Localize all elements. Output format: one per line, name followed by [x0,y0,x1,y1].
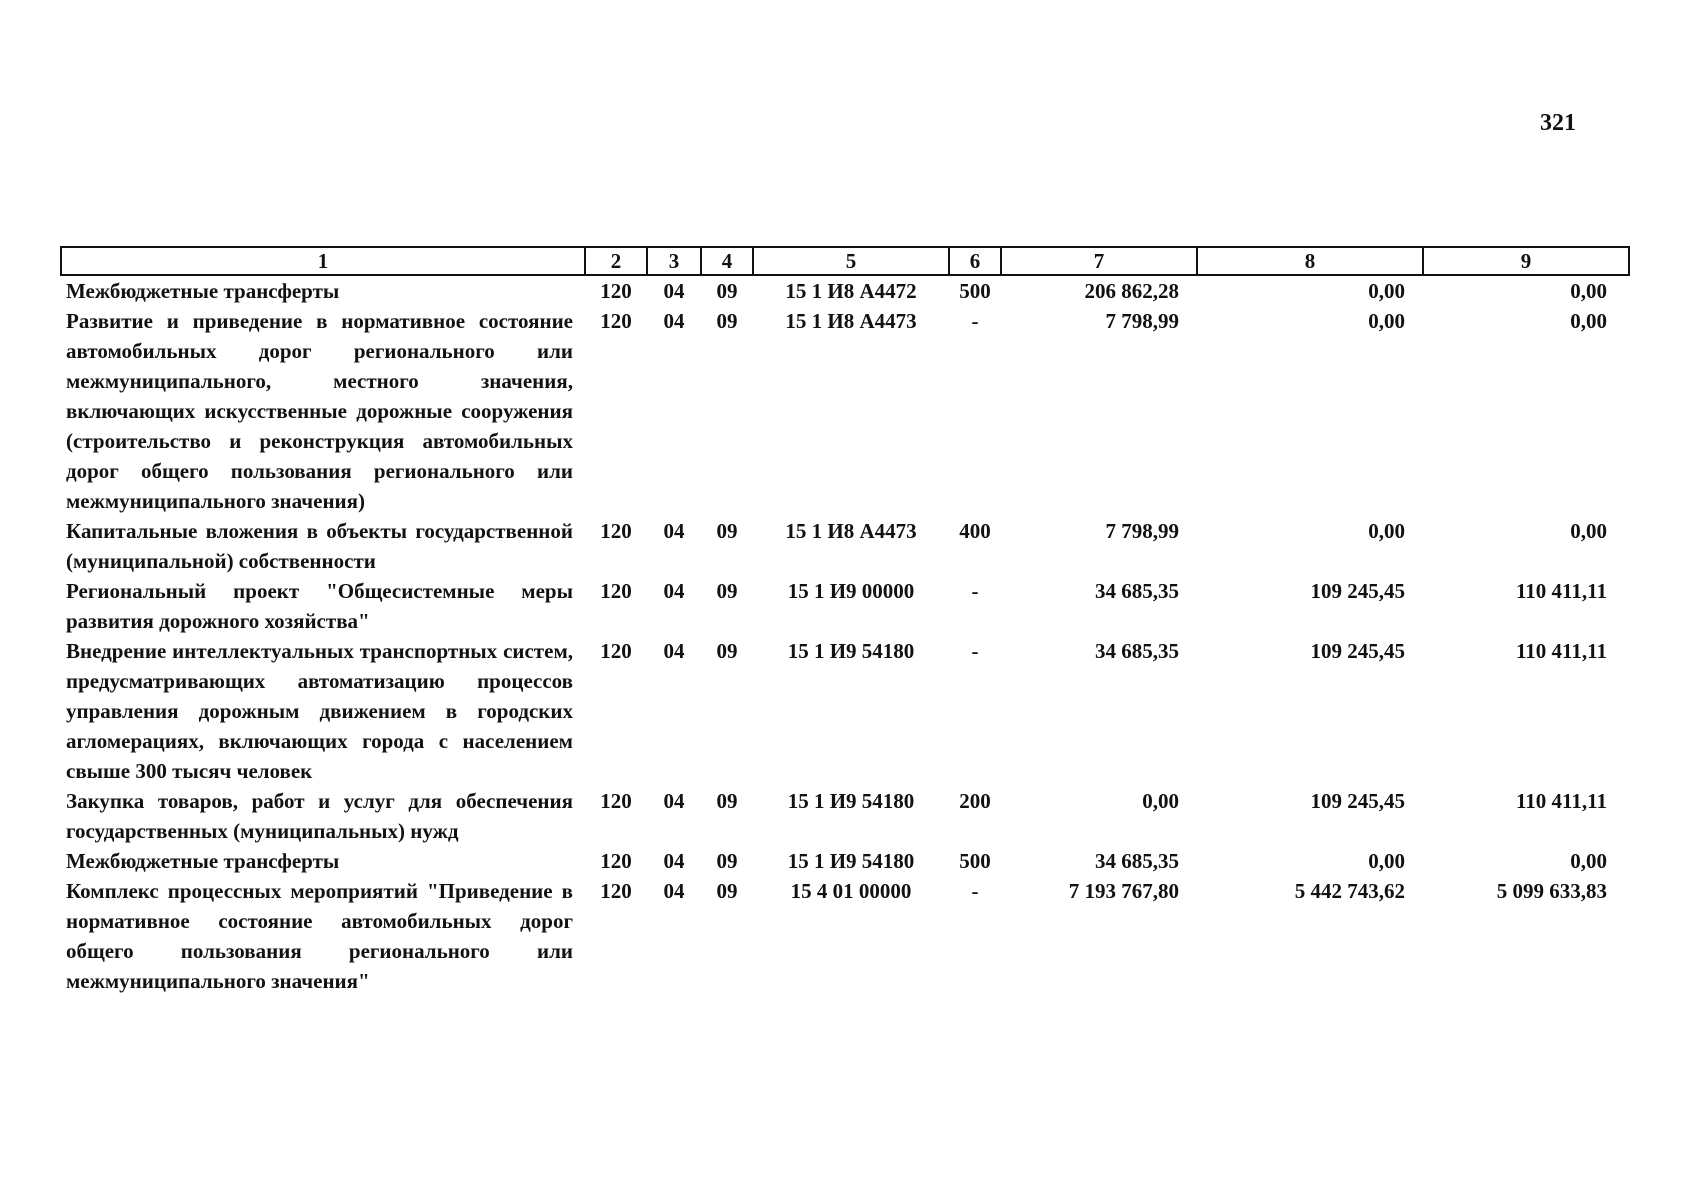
column-header-2: 2 [585,247,647,275]
row-name: Межбюджетные трансферты [66,279,340,303]
row-rz: 04 [663,879,685,903]
row-gr: 120 [600,579,632,603]
row-gr: 120 [600,639,632,663]
row-value-7: 206 862,28 [1084,279,1179,303]
table-row [61,306,1629,516]
row-name: Комплекс процессных мероприятий "Приведение в нормативное состояние автомобильных дорог общего пользования регионального или межмуниципального значения" [66,879,573,993]
row-pr: 09 [716,639,738,663]
row-csr: 15 1 И8 А4473 [785,309,917,333]
row-vr: 500 [959,849,991,873]
row-value-7: 7 798,99 [1105,309,1179,333]
row-value-9: 0,00 [1570,309,1607,333]
row-rz: 04 [663,309,685,333]
column-header-5: 5 [753,247,949,275]
row-vr: 400 [959,519,991,543]
table-row [61,275,1629,306]
row-csr: 15 4 01 00000 [790,879,912,903]
row-pr: 09 [716,519,738,543]
row-value-7: 0,00 [1142,789,1179,813]
row-pr: 09 [716,879,738,903]
row-value-8: 0,00 [1368,279,1405,303]
row-pr: 09 [716,789,738,813]
table-row [61,576,1629,636]
column-header-7: 7 [1001,247,1197,275]
table-header-row [61,247,1629,275]
row-rz: 04 [663,519,685,543]
row-value-9: 110 411,11 [1515,789,1607,813]
column-header-1: 1 [61,247,585,275]
row-pr: 09 [716,579,738,603]
row-value-7: 34 685,35 [1095,579,1179,603]
row-vr: - [971,309,979,333]
row-csr: 15 1 И8 А4473 [785,519,917,543]
row-gr: 120 [600,519,632,543]
table-row [61,876,1629,996]
table-row [61,636,1629,786]
row-value-8: 0,00 [1368,519,1405,543]
column-header-3: 3 [647,247,701,275]
column-header-8: 8 [1197,247,1423,275]
row-value-8: 109 245,45 [1310,639,1405,663]
row-value-9: 110 411,11 [1515,639,1607,663]
row-value-8: 5 442 743,62 [1294,879,1405,903]
row-name: Развитие и приведение в нормативное состояние автомобильных дорог регионального или межмуниципального, местного значения, включающих искусственные дорожные сооружения (строительство и реконструкция автомобильных дорог общего пользования регионального или межмуниципального значения) [66,309,573,513]
row-gr: 120 [600,279,632,303]
table-row [61,846,1629,876]
row-gr: 120 [600,879,632,903]
row-value-8: 0,00 [1368,309,1405,333]
row-gr: 120 [600,849,632,873]
row-rz: 04 [663,579,685,603]
row-vr: 500 [959,279,991,303]
row-rz: 04 [663,789,685,813]
row-rz: 04 [663,639,685,663]
row-value-8: 0,00 [1368,849,1405,873]
row-value-7: 7 193 767,80 [1068,879,1179,903]
row-pr: 09 [716,279,738,303]
row-value-7: 34 685,35 [1095,639,1179,663]
column-header-9: 9 [1423,247,1629,275]
row-name: Капитальные вложения в объекты государственной (муниципальной) собственности [66,519,573,573]
row-gr: 120 [600,309,632,333]
row-value-7: 7 798,99 [1105,519,1179,543]
row-name: Закупка товаров, работ и услуг для обеспечения государственных (муниципальных) нужд [66,789,573,843]
row-name: Региональный проект "Общесистемные меры развития дорожного хозяйства" [66,579,573,633]
row-rz: 04 [663,279,685,303]
row-vr: - [971,579,979,603]
row-csr: 15 1 И8 А4472 [785,279,917,303]
row-value-9: 0,00 [1570,849,1607,873]
row-gr: 120 [600,789,632,813]
row-vr: - [971,879,979,903]
row-value-9: 110 411,11 [1515,579,1607,603]
row-value-9: 0,00 [1570,519,1607,543]
row-csr: 15 1 И9 54180 [787,639,915,663]
row-value-8: 109 245,45 [1310,579,1405,603]
row-csr: 15 1 И9 00000 [787,579,915,603]
table-row [61,516,1629,576]
budget-table [60,246,1630,996]
row-csr: 15 1 И9 54180 [787,849,915,873]
row-value-9: 0,00 [1570,279,1607,303]
row-csr: 15 1 И9 54180 [787,789,915,813]
row-vr: - [971,639,979,663]
row-value-7: 34 685,35 [1095,849,1179,873]
row-name: Межбюджетные трансферты [66,849,340,873]
row-pr: 09 [716,309,738,333]
column-header-4: 4 [701,247,753,275]
row-name: Внедрение интеллектуальных транспортных систем, предусматривающих автоматизацию процессов управления дорожным движением в городских агломерациях, включающих города с населением свыше 300 тысяч человек [66,639,573,783]
row-value-8: 109 245,45 [1310,789,1405,813]
row-pr: 09 [716,849,738,873]
row-value-9: 5 099 633,83 [1496,879,1607,903]
column-header-6: 6 [949,247,1001,275]
page-number: 321 [1540,110,1576,136]
row-vr: 200 [959,789,991,813]
table-row [61,786,1629,846]
row-rz: 04 [663,849,685,873]
